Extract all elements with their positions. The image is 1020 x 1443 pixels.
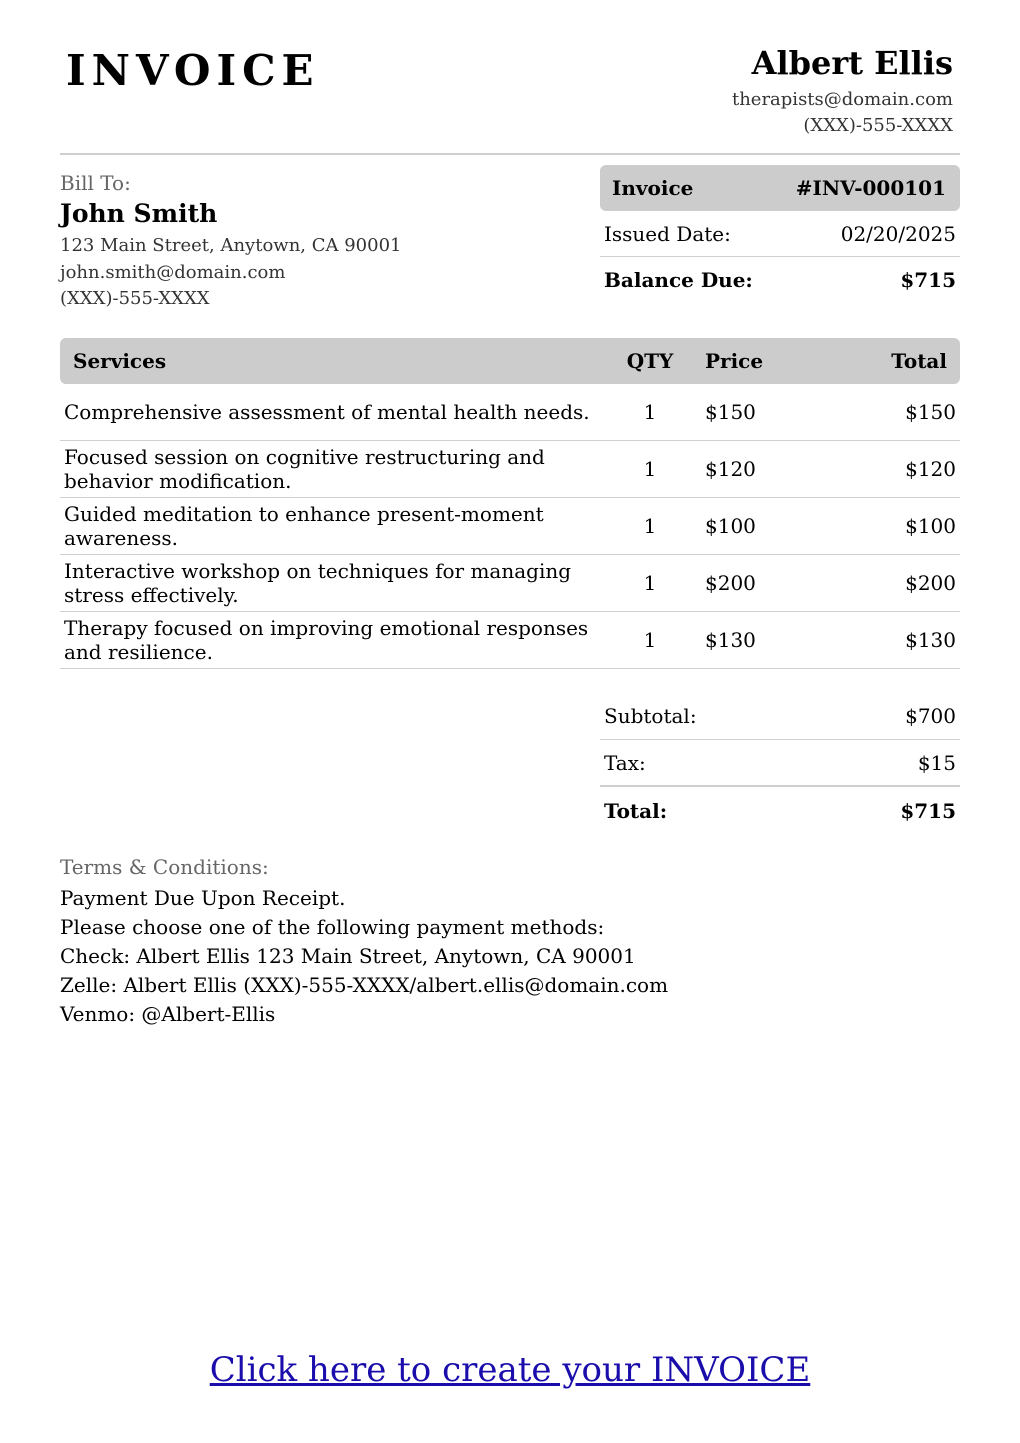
row-service: Focused session on cognitive restructuring and behavior modification. (64, 445, 545, 493)
table-row (60, 498, 960, 555)
header-price: Price (705, 349, 764, 373)
row-price: $100 (705, 514, 756, 538)
row-price: $150 (705, 400, 756, 424)
bill-to-name: John Smith (60, 199, 218, 228)
from-phone: (XXX)-555-XXXX (803, 115, 953, 136)
subtotal-row (600, 693, 960, 740)
tax-label: Tax: (604, 750, 646, 775)
terms-line: Zelle: Albert Ellis (XXX)-555-XXXX/albert.ellis@domain.com (60, 973, 669, 997)
row-total: $150 (905, 400, 956, 424)
terms-line: Check: Albert Ellis 123 Main Street, Anytown, CA 90001 (60, 944, 636, 968)
row-price: $130 (705, 628, 756, 652)
bill-to-email: john.smith@domain.com (60, 262, 286, 283)
issued-date-label: Issued Date: (604, 221, 731, 246)
row-qty: 1 (643, 457, 657, 481)
header-services: Services (73, 349, 167, 373)
table-row (60, 555, 960, 612)
terms-line: Venmo: @Albert-Ellis (60, 1002, 276, 1026)
balance-due-row (600, 257, 960, 303)
from-email: therapists@domain.com (731, 89, 953, 110)
create-invoice-link[interactable]: Click here to create your INVOICE (209, 1350, 811, 1390)
total-value: $715 (900, 798, 956, 823)
header-divider (60, 153, 960, 155)
bill-to-phone: (XXX)-555-XXXX (60, 288, 210, 309)
bill-to-label: Bill To: (60, 171, 131, 195)
subtotal-label: Subtotal: (604, 704, 697, 728)
total-label: Total: (604, 798, 668, 823)
invoice-number-header (600, 165, 960, 211)
terms-line: Payment Due Upon Receipt. (60, 886, 346, 910)
row-qty: 1 (643, 514, 657, 538)
table-header (60, 338, 960, 384)
invoice-meta (600, 165, 960, 303)
row-service: Guided meditation to enhance present-moment awareness. (64, 502, 544, 550)
header-qty: QTY (626, 349, 674, 373)
invoice-label: Invoice (612, 176, 694, 200)
terms-line: Please choose one of the following payment methods: (60, 915, 605, 939)
row-service: Comprehensive assessment of mental health needs. (64, 400, 590, 424)
balance-due-label: Balance Due: (604, 268, 753, 292)
balance-due-value: $715 (900, 268, 956, 292)
from-name: Albert Ellis (751, 44, 953, 82)
terms-label: Terms & Conditions: (60, 855, 269, 879)
row-service: Therapy focused on improving emotional responses and resilience. (64, 616, 589, 664)
issued-date-value: 02/20/2025 (840, 221, 956, 246)
row-total: $200 (905, 571, 956, 595)
services-table (60, 338, 960, 669)
tax-row (600, 740, 960, 787)
row-price: $200 (705, 571, 756, 595)
subtotal-value: $700 (905, 704, 956, 728)
terms-body (60, 884, 668, 1029)
totals-block (600, 693, 960, 834)
row-total: $120 (905, 457, 956, 481)
tax-value: $15 (917, 750, 956, 775)
table-row (60, 384, 960, 441)
row-qty: 1 (643, 628, 657, 652)
row-qty: 1 (643, 400, 657, 424)
row-price: $120 (705, 457, 756, 481)
issued-date-row (600, 211, 960, 257)
row-qty: 1 (643, 571, 657, 595)
table-row (60, 612, 960, 669)
bill-to-address: 123 Main Street, Anytown, CA 90001 (60, 235, 402, 256)
row-total: $100 (905, 514, 956, 538)
row-service: Interactive workshop on techniques for managing stress effectively. (64, 559, 572, 607)
table-row (60, 441, 960, 498)
invoice-number: #INV-000101 (795, 176, 946, 200)
invoice-title: INVOICE (66, 46, 320, 95)
row-total: $130 (905, 628, 956, 652)
header-total: Total (891, 349, 947, 373)
total-row (600, 787, 960, 834)
